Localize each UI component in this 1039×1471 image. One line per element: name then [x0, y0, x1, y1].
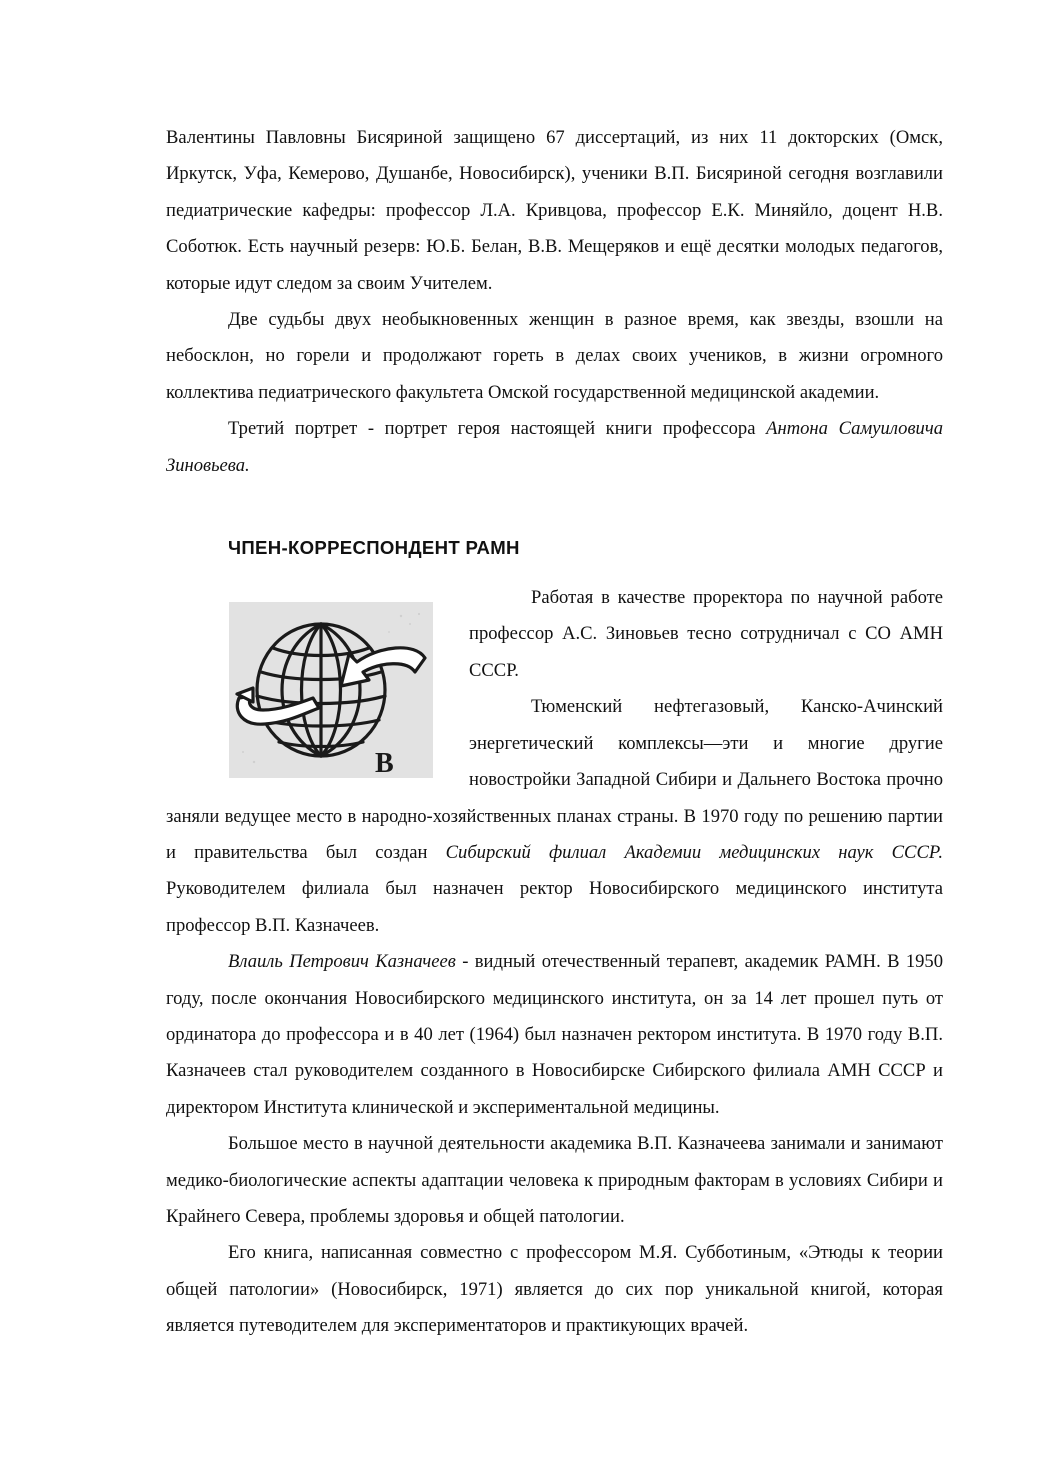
paragraph-6: [166, 944, 943, 1126]
paragraph-1: Валентины Павловны Бисяриной защищено 67 диссертаций, из них 11 докторских (Омск, Иркутск, Уфа, Кемерово, Душанбе, Новосибирск), ученики В.П. Бисяриной сегодня возглавили педиатрические кафедры: профессор Л.А. Кривцова, профессор Е.К. Миняйло, доцент Н.В. Соботюк. Есть научный резерв: Ю.Б. Белан, В.В. Мещеряков и ещё десятки молодых педагогов, которые идут следом за своим Учителем.: [166, 127, 943, 294]
paragraph-8: Его книга, написанная совместно с профессором М.Я. Субботиным, «Этюды к теории общей патологии» (Новосибирск, 1971) является до сих пор уникальной книгой, которая является путеводителем для экспериментаторов и практикующих врачей.: [166, 1242, 943, 1337]
monogram-glyph: B: [375, 748, 394, 779]
paragraph-7: Большое место в научной деятельности академика В.П. Казначеева занимали и занимают медико-биологические аспекты адаптации человека к природным факторам в условиях Сибири и Крайнего Севера, проблемы здоровья и общей патологии.: [166, 1133, 943, 1227]
paragraph-6-italic-name: Влаиль Петрович Казначеев: [228, 951, 456, 973]
paragraph-5-italic-org: Сибирский филиал Академии медицинских наук СССР.: [445, 841, 943, 863]
globe-icon: [229, 602, 433, 778]
document-page: [166, 120, 943, 1345]
paragraph-3-text: Третий портрет - портрет героя настоящей книги профессора: [228, 418, 767, 440]
paragraph-6-text: - видный отечественный терапевт, академик РАМН. В 1950 году, после окончания Новосибирского медицинского института, он за 14 лет прошел путь от ординатора до профессора и в 40 лет (1964) был назначен ректором института. В 1970 году В.П. Казначеев стал руководителем созданного в Новосибирске Сибирского филиала АМН СССР и директором Института клинической и экспериментальной медицины.: [166, 951, 944, 1118]
paragraph-4: Работая в качестве проректора по научной работе профессор А.С. Зиновьев тесно сотрудничал с СО АМН СССР.: [469, 587, 943, 681]
globe-emblem-figure: [229, 602, 433, 778]
paragraph-2: Две судьбы двух необыкновенных женщин в разное время, как звезды, взошли на небосклон, но горели и продолжают гореть в делах своих учеников, в жизни огромного коллектива педиатрического факультета Омской государственной медицинской академии.: [166, 309, 943, 403]
paragraph-5-text-a: Тюменский нефтегазовый, Канско-Ачинский энергетический комплексы—эти и многие другие новостройки Западной Сибири и Дальнего Востока прочно заняли ведущее место в народно-хозяйственных планах страны. В 1970 году по решению партии и правительства был создан: [166, 696, 943, 863]
paragraph-5-text-b: Руководителем филиала был назначен ректор Новосибирского медицинского института профессор В.П. Казначеев.: [166, 878, 943, 936]
paragraph-3: [166, 411, 943, 484]
paragraph-3-italic-name: Антона Самуиловича Зиновьева.: [166, 418, 943, 476]
section-heading: ЧПЕН-КОРРЕСПОНДЕНТ РАМН: [228, 537, 520, 559]
